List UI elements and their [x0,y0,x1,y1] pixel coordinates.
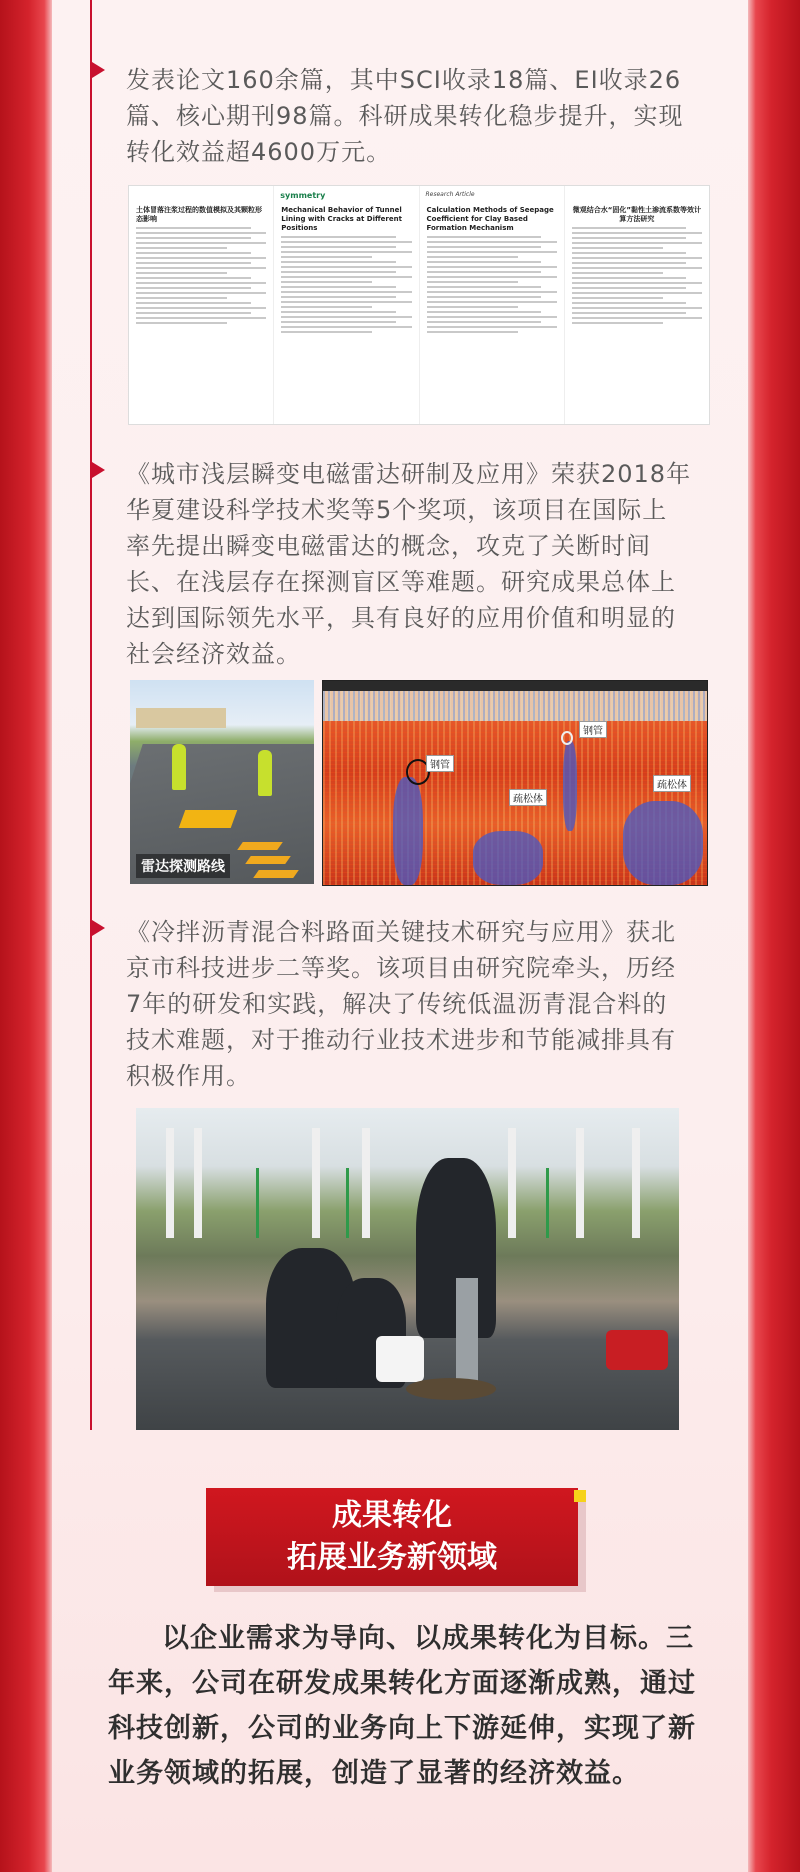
radar-label: 钢管 [426,755,454,772]
radar-label: 疏松体 [653,775,691,792]
timeline-arrow-3 [92,920,105,936]
left-decorative-border [0,0,52,1872]
section-banner [206,1488,578,1586]
paper-title: Mechanical Behavior of Tunnel Lining with Cracks at Different Positions [281,206,402,232]
paper-thumbnail [420,186,565,424]
banner-title-line-1: 成果转化 [332,1498,452,1533]
radar-label: 钢管 [579,721,607,738]
timeline-arrow-2 [92,462,105,478]
paper-thumbnail [565,186,709,424]
section-1-text: 发表论文160余篇，其中SCI收录18篇、EI收录26篇、核心期刊98篇。科研成果转化稳步提升，实现转化效益超4600万元。 [126,66,684,166]
papers-collage [128,185,710,425]
paper-thumbnail [274,186,419,424]
right-decorative-border [748,0,800,1872]
paper-title: 土体冒落注浆过程的数值模拟及其颗粒形态影响 [136,206,262,223]
radar-survey-photo [130,680,314,884]
field-test-photo [136,1108,679,1430]
timeline-line [90,0,92,1430]
journal-brand: symmetry [280,191,326,200]
pipe-marker [561,731,573,745]
banner-title-line-2: 拓展业务新领域 [287,1540,497,1575]
banner-accent [574,1490,586,1502]
paper-thumbnail [129,186,274,424]
section-3-text: 《冷拌沥青混合料路面关键技术研究与应用》获北京市科技进步二等奖。该项目由研究院牵头，历经7年的研发和实践，解决了传统低温沥青混合料的技术难题，对于推动行业技术进步和节能减排具有积极作用。 [126,918,676,1090]
paper-title: 微观结合水“固化”黏性土渗流系数等效计算方法研究 [572,206,701,223]
radar-scan-image [322,680,708,886]
photo-caption: 雷达探测路线 [136,854,230,878]
section-2-text: 《城市浅层瞬变电磁雷达研制及应用》荣获2018年华夏建设科学技术奖等5个奖项，该项目在国际上率先提出瞬变电磁雷达的概念，攻克了关断时间长、在浅层存在探测盲区等难题。研究成果总体上达到国际领先水平，具有良好的应用价值和明显的社会经济效益。 [126,460,692,668]
timeline-arrow-1 [92,62,105,78]
article-type: Research Article [425,191,475,198]
radar-label: 疏松体 [509,789,547,806]
closing-paragraph: 以企业需求为导向、以成果转化为目标。三年来，公司在研发成果转化方面逐渐成熟，通过科技创新，公司的业务向上下游延伸，实现了新业务领域的拓展，创造了显著的经济效益。 [108,1623,696,1789]
paper-title: Calculation Methods of Seepage Coefficient for Clay Based Formation Mechanism [426,206,554,232]
